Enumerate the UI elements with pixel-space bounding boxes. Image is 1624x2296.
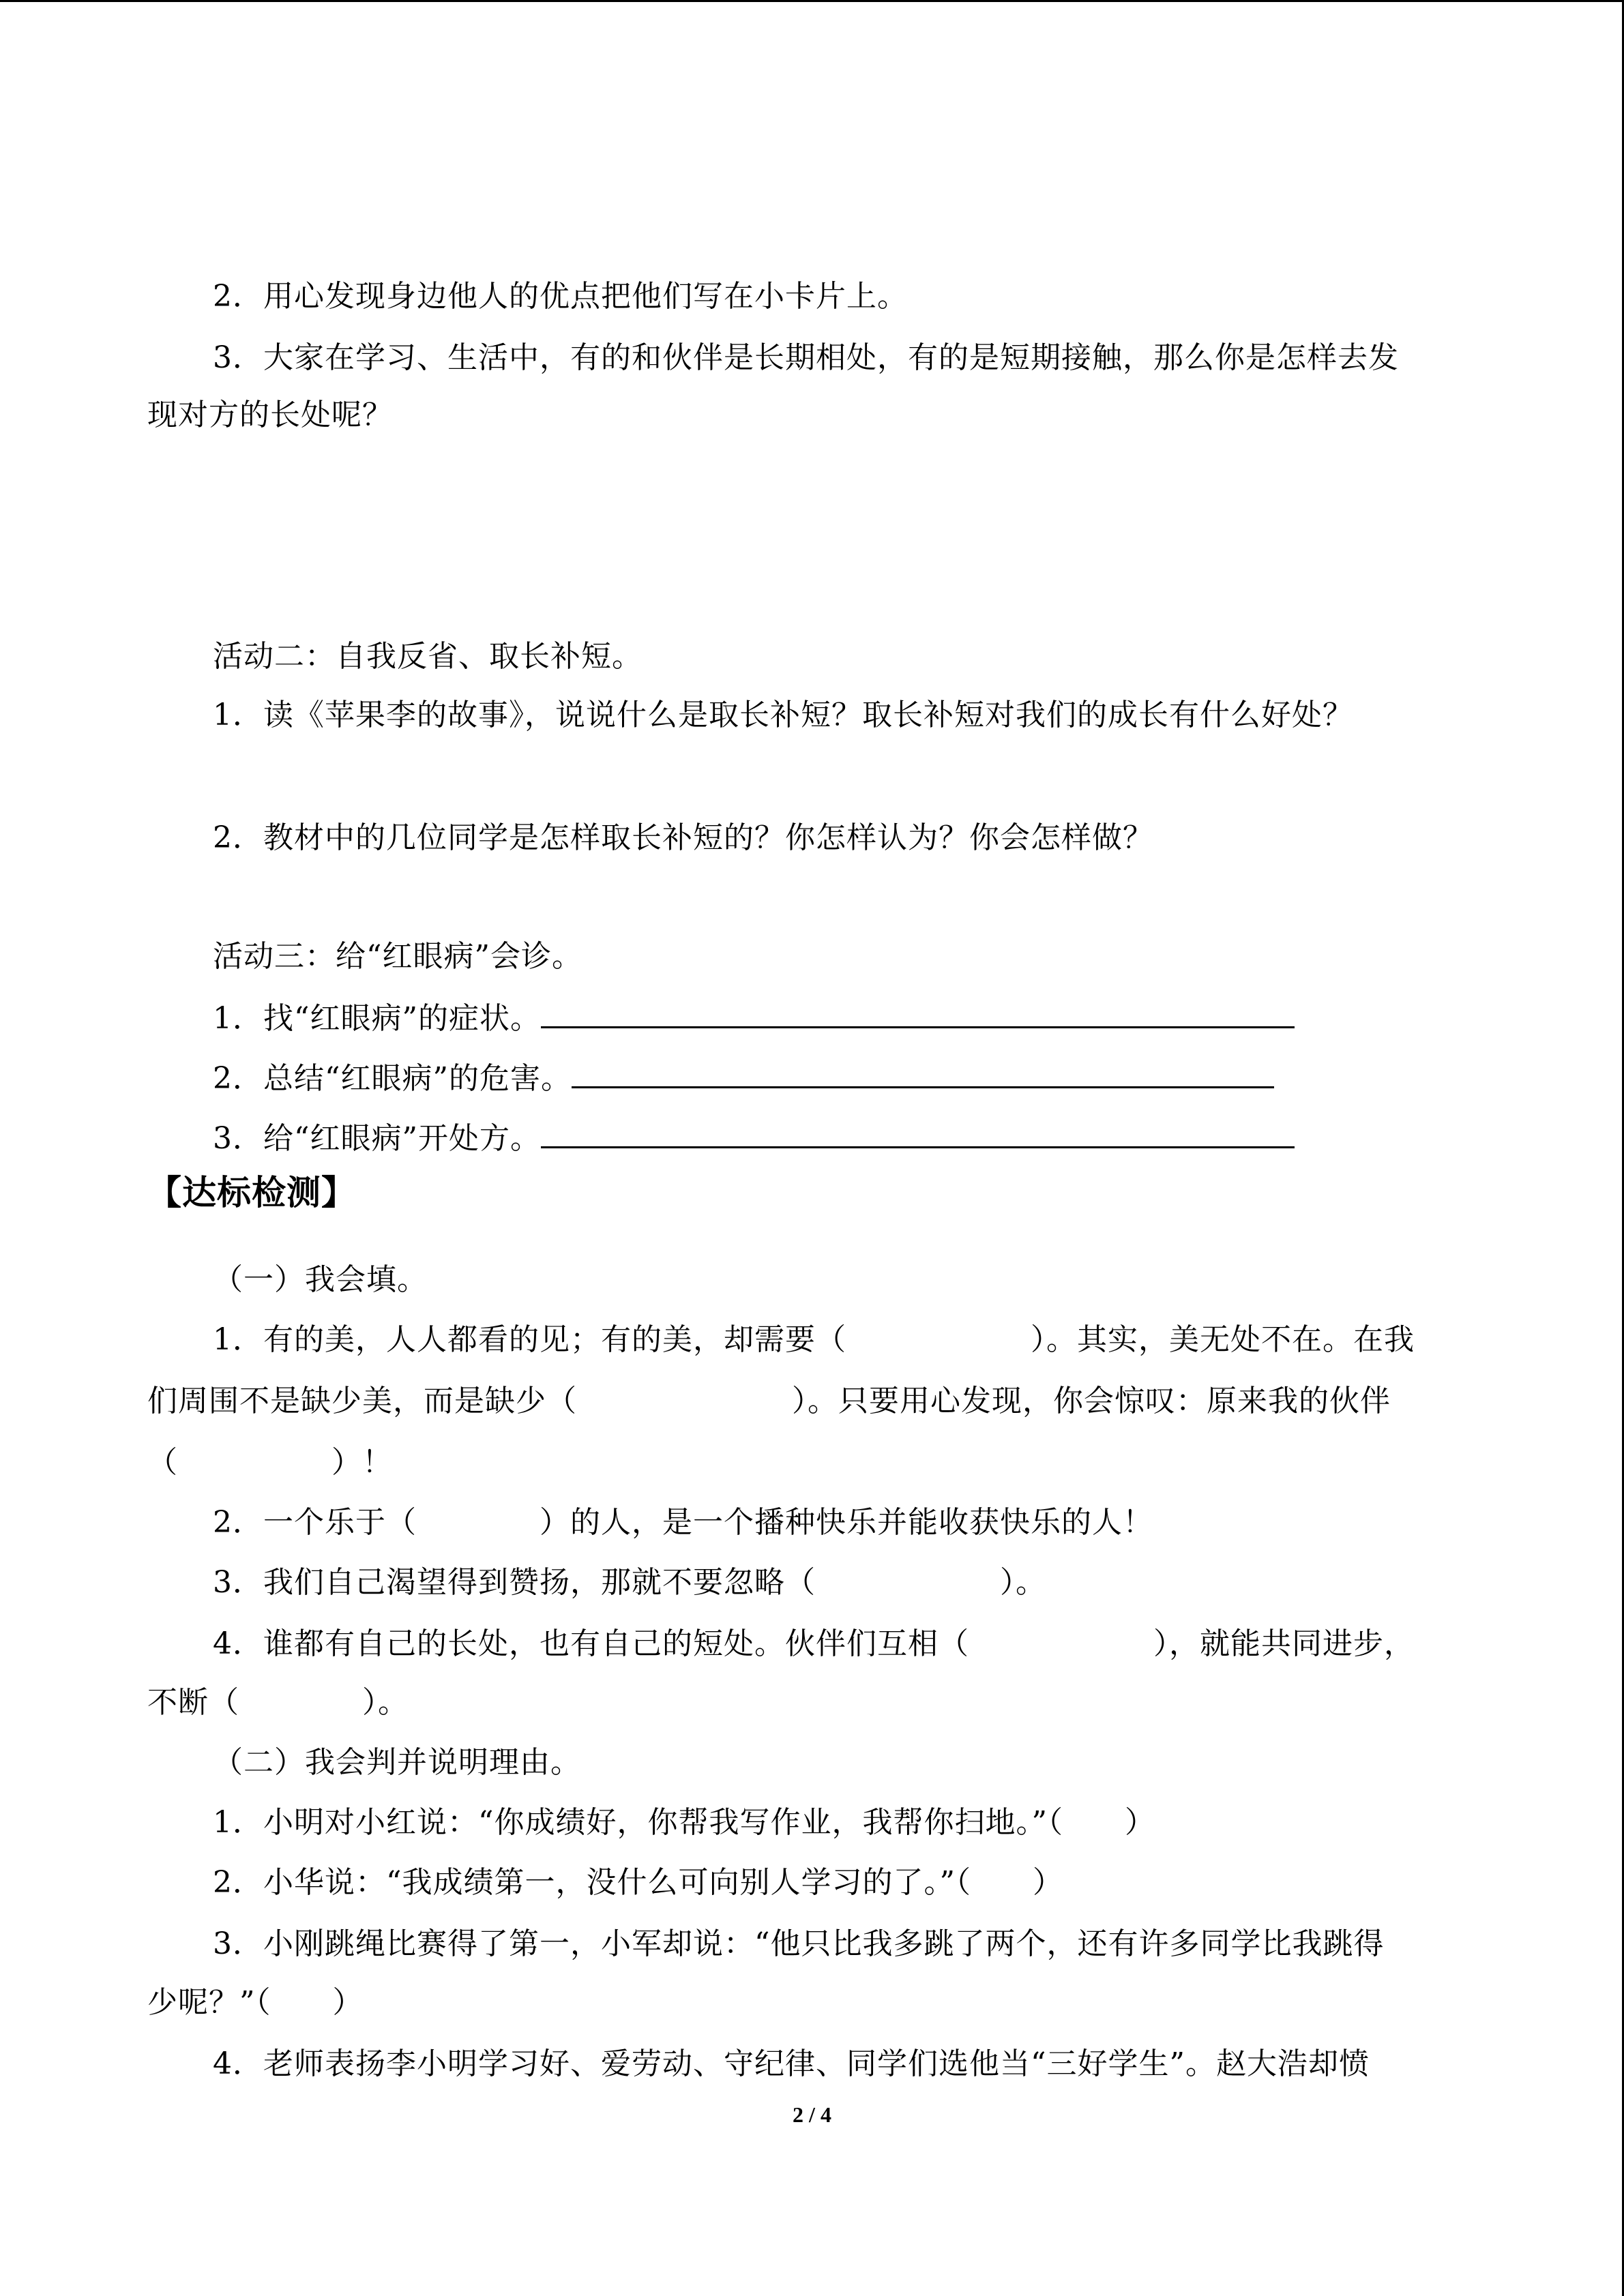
judge-section-title: （二）我会判并说明理由。	[213, 1745, 581, 1780]
text-line-23: 3．小刚跳绳比赛得了第一，小军却说：“他只比我多跳了两个，还有许多同学比我跳得	[213, 1926, 1385, 1961]
answer-line-symptoms	[213, 996, 1295, 1038]
symptoms-label: 1．找“红眼病”的症状。	[213, 1001, 541, 1036]
text-line-1: 2．用心发现身边他人的优点把他们写在小卡片上。	[213, 279, 908, 314]
prescription-label: 3．给“红眼病”开处方。	[213, 1121, 541, 1156]
text-line-25: 4．老师表扬李小明学习好、爱劳动、守纪律、同学们选他当“三好学生”。赵大浩却愤	[213, 2046, 1370, 2081]
page-top-border	[0, 0, 1624, 2]
text-line-16: 2．一个乐于（ ）的人，是一个播种快乐并能收获快乐的人！	[213, 1505, 1153, 1540]
text-line-13: 1．有的美，人人都看的见；有的美，却需要（ ）。其实，美无处不在。在我	[213, 1322, 1415, 1357]
section-heading: 【达标检测】	[147, 1173, 356, 1212]
fill-section-title: （一）我会填。	[213, 1262, 428, 1297]
text-line-14: 们周围不是缺少美，而是缺少（ ）。只要用心发现，你会惊叹：原来我的伙伴	[147, 1384, 1391, 1418]
text-line-22: 2．小华说：“我成绩第一，没什么可向别人学习的了。”（ ）	[213, 1865, 1063, 1900]
text-line-17: 3．我们自己渴望得到赞扬，那就不要忽略（ ）。	[213, 1565, 1046, 1600]
activity-three-title: 活动三：给“红眼病”会诊。	[213, 939, 582, 974]
symptoms-blank[interactable]	[541, 996, 1295, 1028]
harm-label: 2．总结“红眼病”的危害。	[213, 1061, 572, 1096]
page-number: 2 / 4	[793, 2102, 831, 2127]
text-line-24: 少呢？”（ ）	[147, 1985, 364, 2020]
answer-line-prescription	[213, 1116, 1295, 1158]
text-line-5: 1．读《苹果李的故事》，说说什么是取长补短？取长补短对我们的成长有什么好处？	[213, 698, 1353, 732]
activity-two-title: 活动二：自我反省、取长补短。	[213, 639, 643, 674]
text-line-18: 4．谁都有自己的长处，也有自己的短处。伙伴们互相（ ），就能共同进步，	[213, 1626, 1415, 1661]
text-line-21: 1．小明对小红说：“你成绩好，你帮我写作业，我帮你扫地。”（ ）	[213, 1805, 1155, 1840]
text-line-6: 2．教材中的几位同学是怎样取长补短的？你怎样认为？你会怎样做？	[213, 820, 1153, 855]
text-line-19: 不断（ ）。	[147, 1685, 409, 1720]
prescription-blank[interactable]	[541, 1116, 1295, 1148]
harm-blank[interactable]	[572, 1056, 1274, 1088]
text-line-3: 现对方的长处呢？	[147, 398, 393, 432]
text-line-15: （ ）！	[147, 1445, 393, 1480]
text-line-2: 3．大家在学习、生活中，有的和伙伴是长期相处，有的是短期接触，那么你是怎样去发	[213, 340, 1399, 375]
answer-line-harm	[213, 1056, 1274, 1098]
